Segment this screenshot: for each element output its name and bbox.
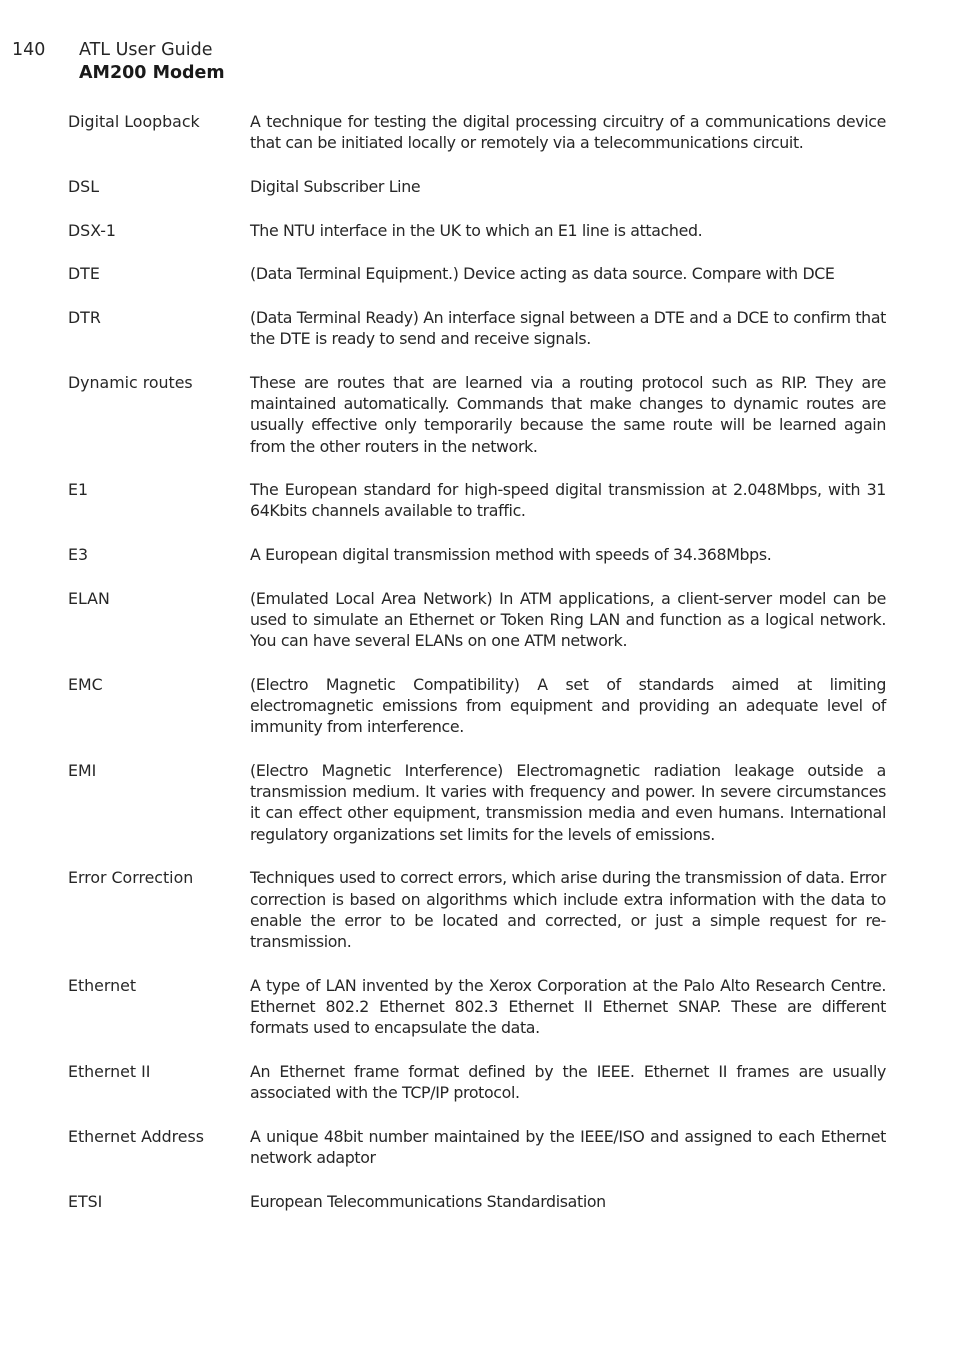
glossary-entry [68,867,886,952]
glossary-list [68,111,886,1234]
glossary-definition: European Telecommunications Standardisation [250,1191,606,1211]
glossary-definition: (Electro Magnetic Compatibility) A set of standards aimed at limiting electromagnetic emissions from equipment and providing an adequate level of immunity from interference. [250,674,886,737]
glossary-entry [68,307,886,349]
glossary-term: E1 [68,480,89,500]
glossary-term: ELAN [68,588,110,608]
glossary-entry [68,479,886,521]
glossary-definition: An Ethernet frame format defined by the IEEE. Ethernet II frames are usually associated with the TCP/IP protocol. [250,1061,886,1102]
glossary-definition: These are routes that are learned via a routing protocol such as RIP. They are maintained automatically. Commands that make changes to dynamic routes are usually effective only temporarily because the same route will be learned again from the other routers in the network. [250,372,886,456]
glossary-entry [68,372,886,457]
glossary-term: Digital Loopback [68,112,200,131]
glossary-definition: (Emulated Local Area Network) In ATM applications, a client-server model can be used to simulate an Ethernet or Token Ring LAN and function as a logical network. You can have several ELANs on one ATM network. [250,588,886,651]
glossary-term: EMC [68,674,103,694]
glossary-term: Dynamic routes [68,372,193,392]
glossary-term: ETSI [68,1191,103,1211]
guide-title: ATL User Guide [79,40,213,60]
glossary-term: Error Correction [68,868,194,888]
glossary-term: EMI [68,761,97,781]
glossary-entry [68,111,886,153]
glossary-definition: Digital Subscriber Line [250,176,421,196]
glossary-definition: A type of LAN invented by the Xerox Corporation at the Palo Alto Research Centre. Ethernet 802.2 Ethernet 802.3 Ethernet II Ethernet SNAP. These are different formats used to encapsulate the data. [250,975,886,1038]
glossary-definition: A unique 48bit number maintained by the IEEE/ISO and assigned to each Ethernet network adaptor [250,1126,886,1167]
glossary-term: DTR [68,308,101,328]
glossary-definition: A technique for testing the digital processing circuitry of a communications device that can be initiated locally or remotely via a telecommunications circuit. [250,112,886,153]
glossary-entry [68,176,886,197]
glossary-term: E3 [68,545,89,565]
glossary-definition: (Electro Magnetic Interference) Electromagnetic radiation leakage outside a transmission medium. It varies with frequency and power. In severe circumstances it can effect other equipment, transmission media and even humans. International regulatory organizations set limits for the levels of emissions. [250,761,886,844]
glossary-term: Ethernet II [68,1061,151,1081]
page-number: 140 [12,40,46,60]
section-title: AM200 Modem [79,63,225,83]
glossary-definition: The European standard for high-speed digital transmission at 2.048Mbps, with 31 64Kbits channels available to traffic. [250,480,886,521]
glossary-entry [68,1191,886,1212]
glossary-entry [68,674,886,738]
glossary-entry [68,975,886,1039]
glossary-term: DSL [68,176,99,196]
glossary-entry [68,1061,886,1103]
glossary-entry [68,220,886,241]
glossary-entry [68,1126,886,1168]
glossary-term: DSX-1 [68,220,116,240]
glossary-term: DTE [68,264,100,284]
glossary-entry [68,760,886,845]
glossary-definition: The NTU interface in the UK to which an E1 line is attached. [250,220,703,240]
glossary-definition: (Data Terminal Equipment.) Device acting as data source. Compare with DCE [250,264,835,284]
glossary-definition: Techniques used to correct errors, which arise during the transmission of data. Error correction is based on algorithms which include extra information with the data to enable the error to be located and corrected, or just a simple request for re-transmission. [250,868,886,951]
glossary-definition: A European digital transmission method with speeds of 34.368Mbps. [250,545,772,565]
glossary-entry [68,263,886,284]
glossary-entry [68,588,886,652]
glossary-term: Ethernet [68,975,137,995]
glossary-definition: (Data Terminal Ready) An interface signal between a DTE and a DCE to confirm that the DTE is ready to send and receive signals. [250,308,887,349]
glossary-term: Ethernet Address [68,1126,204,1146]
glossary-entry [68,544,886,565]
